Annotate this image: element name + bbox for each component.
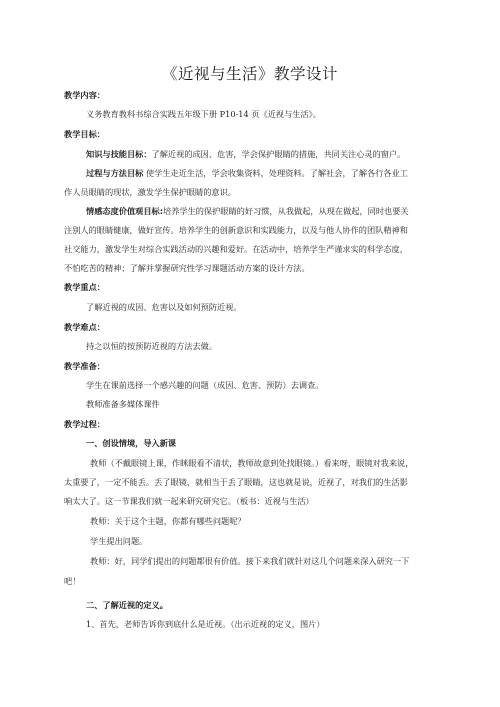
goal-emotion-text-1: 培养学生的保护眼睛的好习惯，从我做起，从现在做起，同时也要关 [162,206,409,216]
step2-paragraph-1: 1、首先，老师告诉你到底什么是近视。（出示近视的定义，图片） [86,619,325,629]
goal-process-text-1: 使学生走近生活，学会收集资料，处理资料。了解社会，了解各行各业工 [145,168,408,178]
goal-emotion-label: 情感态度价值观目标: [86,206,163,216]
heading-difficulties: 教学难点： [64,322,105,332]
heading-goals: 教学目标： [64,129,105,139]
goal-emotion-text-4: 不怕吃苦的精神；了解并掌握研究性学习课题活动方案的设计方法。 [64,263,310,273]
goal-process [86,168,408,178]
step1-paragraph-3: 响太大了。这一节课我们就一起来研究研究它。（板书：近视与生活） [64,496,314,506]
goal-emotion-text-2: 注别人的眼睛健康，做好宣传。培养学生的创新意识和实践能力，以及与他人协作的团队精神和 [64,225,408,235]
step1-paragraph-4: 教师：关于这个主题，你都有哪些问题呢？ [90,516,246,526]
preparation-text-2: 教师准备多媒体课件 [86,399,160,409]
step1-title: 一、创设情境，导入新课 [86,438,177,448]
heading-preparation: 教学准备： [64,361,105,371]
document-title: 《近视与生活》教学设计 [161,65,338,83]
content-text: 义务教育教科书综合实践五年级下册 P10-14 页《近视与生活》。 [86,109,321,119]
difficulties-text: 持之以恒的按预防近视的方法去做。 [86,341,218,351]
goal-knowledge-label: 知识与技能目标： [86,149,152,159]
goal-knowledge [86,149,405,159]
goal-knowledge-text: 了解近视的成因、危害，学会保护眼睛的措施，共同关注心灵的窗户。 [151,149,406,159]
heading-process: 教学过程： [64,419,105,429]
goal-process-label: 过程与方法目标 [86,168,144,178]
step1-paragraph-5: 学生提出问题。 [90,536,148,546]
step2-title: 二、了解近视的定义。 [86,600,168,610]
key-points-text: 了解近视的成因、危害以及如何预防近视。 [86,302,242,312]
goal-process-text-2: 作人员眼睛的现状，激发学生保护眼睛的意识。 [64,187,236,197]
heading-key-points: 教学重点： [64,282,105,292]
goal-emotion [86,206,409,216]
step1-paragraph-2: 太重要了，一定不能丢。丢了眼镜，就相当于丢了眼睛，这也就是说，近视了，对我们的生活影 [64,477,408,487]
goal-emotion-text-3: 社交能力，激发学生对综合实践活动的兴趣和爱好。在活动中，培养学生严谨求实的科学态度， [64,244,408,254]
preparation-text-1: 学生在课前选择一个感兴趣的问题（成因、危害、预防）去调查。 [86,380,324,390]
step1-paragraph-7: 吧！ [64,576,81,586]
step1-paragraph-1: 教师（不戴眼镜上课，作眯眼看不清状，教师故意到处找眼镜。）看来呀，眼镜对我来说， [90,458,414,468]
step1-paragraph-6: 教师：好，同学们提出的问题都很有价值。接下来我们就针对这几个问题来深入研究一下 [90,556,410,566]
heading-content: 教学内容： [64,90,105,100]
